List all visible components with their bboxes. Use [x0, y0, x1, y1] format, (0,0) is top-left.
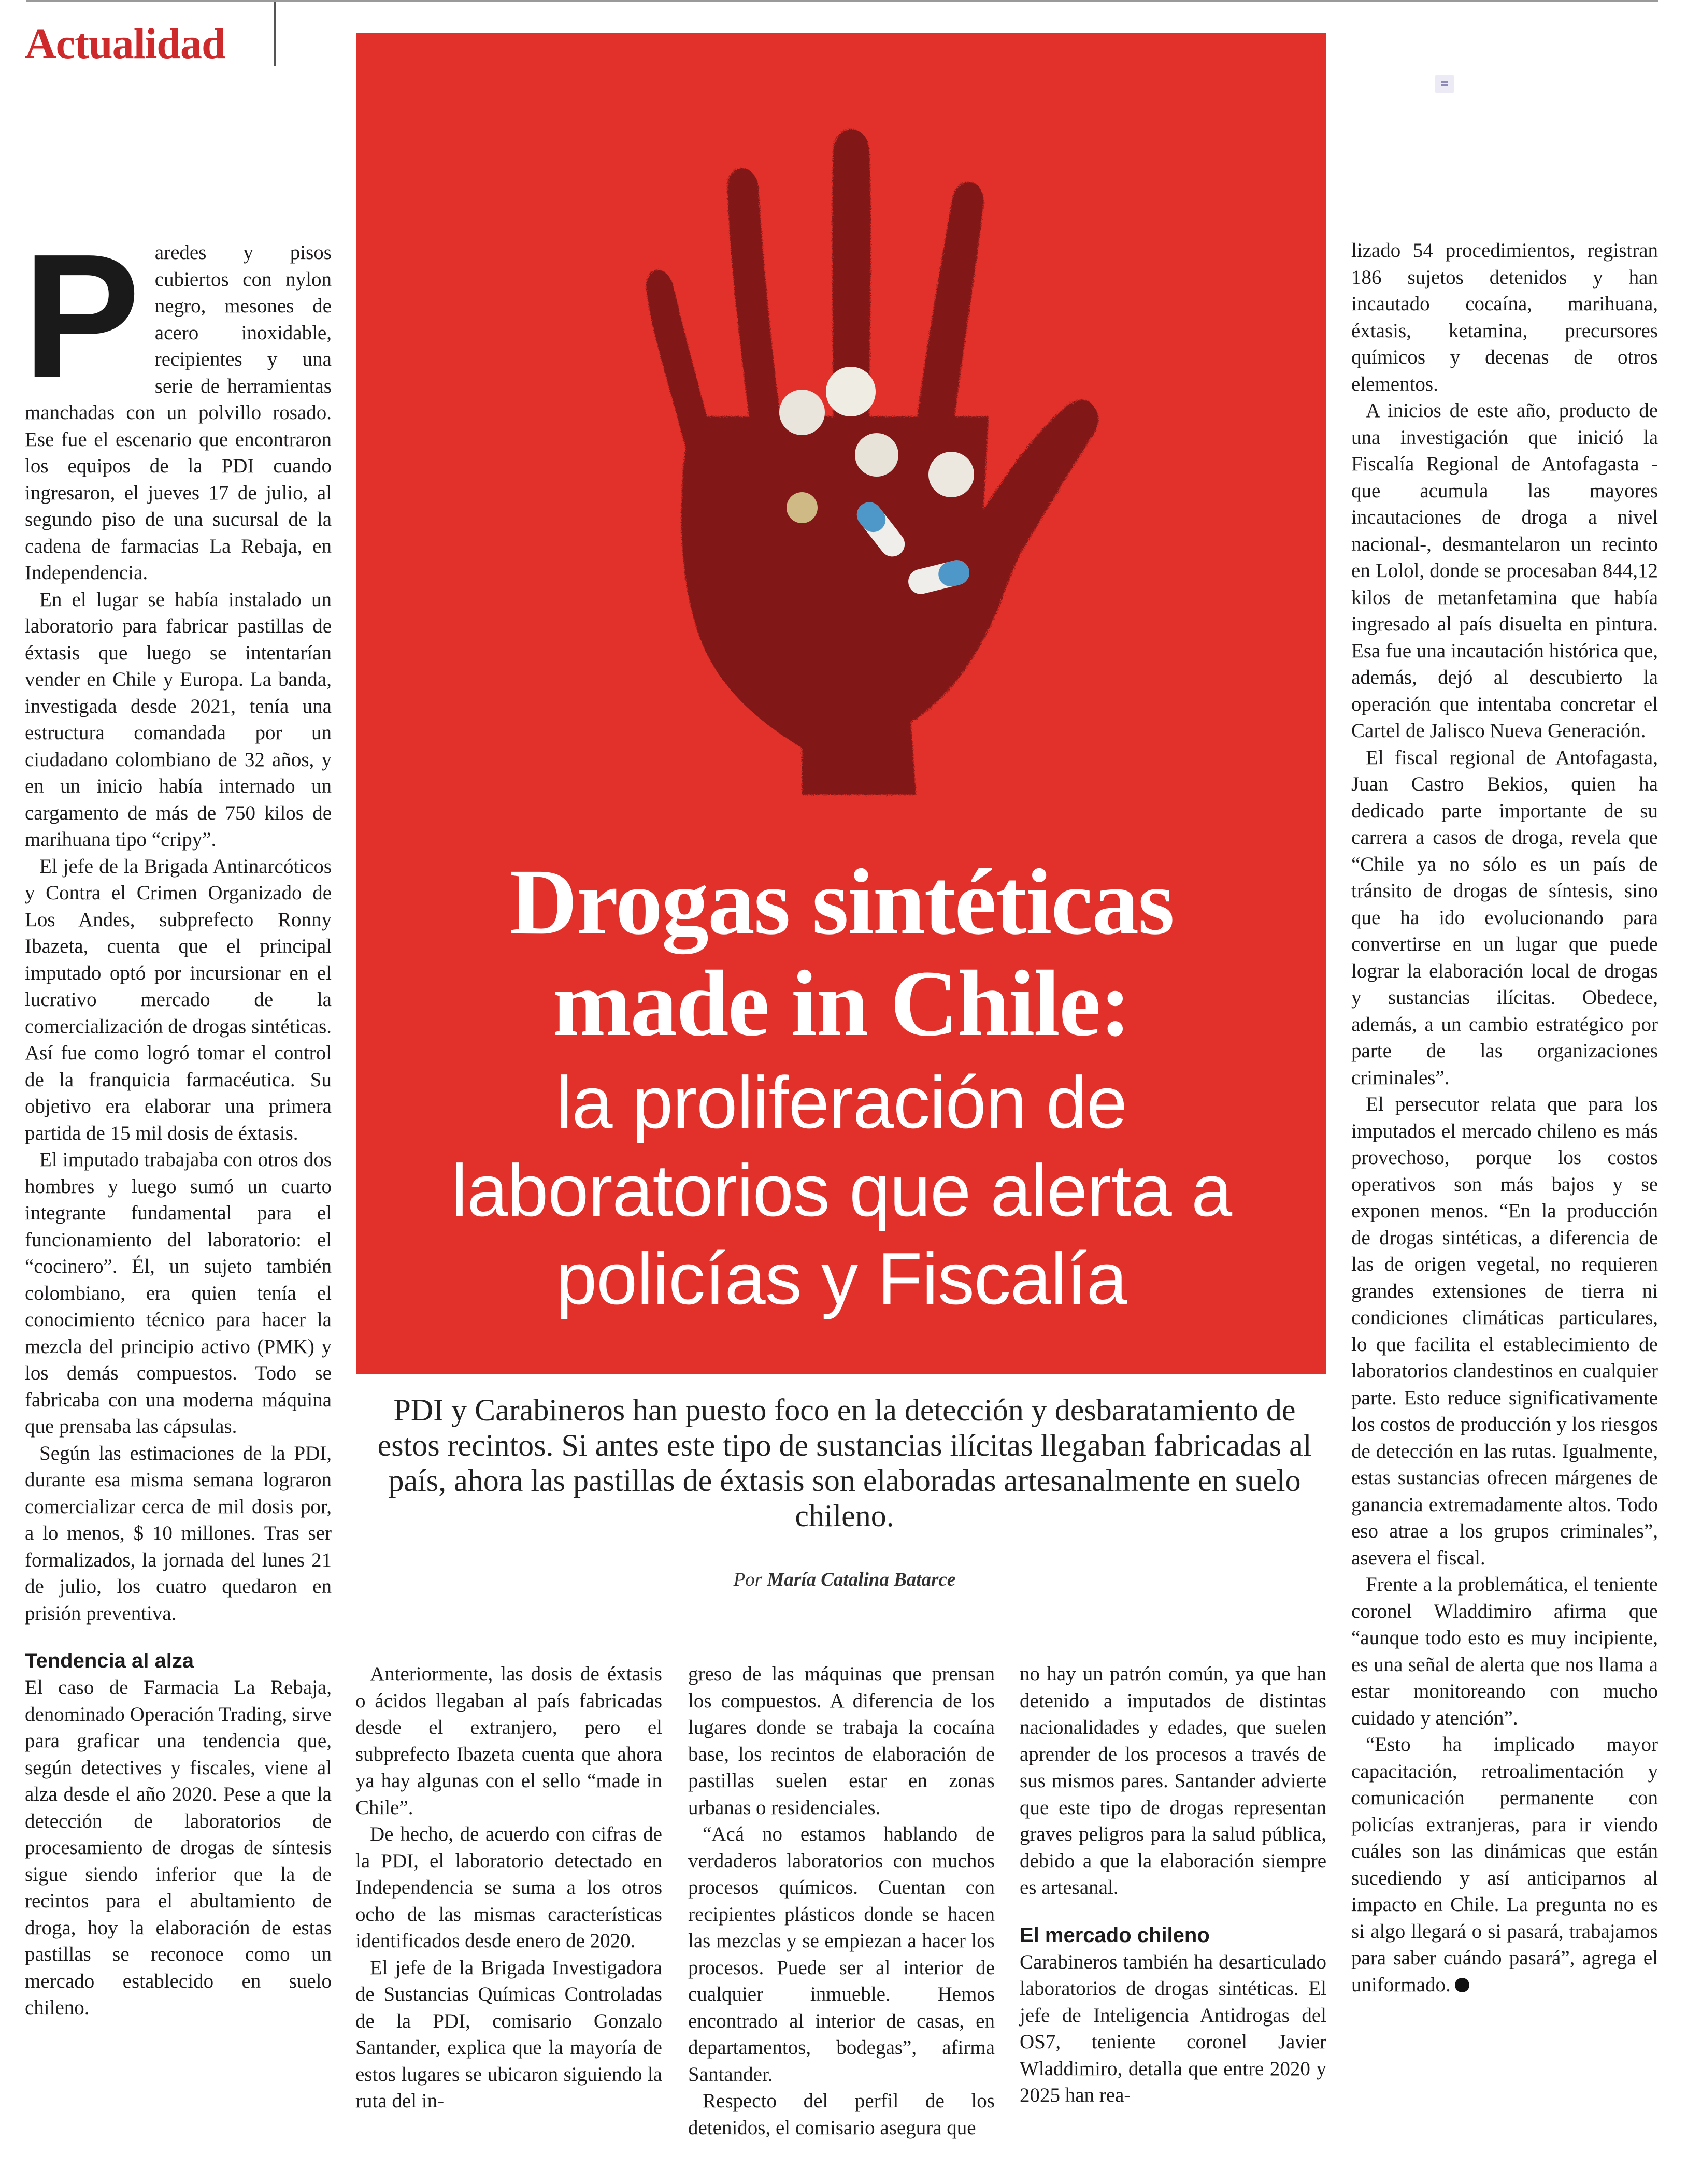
paragraph: aredes y pisos cubiertos con nylon negro, mesones de acero inoxidable, recipientes y una serie de herramientas manchadas con un polvillo rosado. Ese fue el escenario que encontraron los equipos de la PDI cuando ingresaron, el jueves 17 de julio, al segundo piso de una sucursal de la cadena de farmacias La Rebaja, en Independencia. [25, 241, 332, 584]
paragraph: “Acá no estamos hablando de verdaderos laboratorios con muchos procesos químicos. Cuentan con recipientes plásticos donde se hacen las mezclas y se empiezan a hacer los procesos. Puede ser al interior de cualquier inmueble. Hemos encontrado al interior de casas, en departamentos, bodegas”, afirma Santander. [688, 1823, 995, 2086]
paragraph: Respecto del perfil de los detenidos, el comisario asegura que [688, 2090, 995, 2139]
subheading: El mercado chileno [1020, 1923, 1210, 1947]
section-label: Actualidad [25, 20, 225, 68]
paragraph: Anteriormente, las dosis de éxtasis o ácidos llegaban al país fabricadas desde el extranjero, pero el subprefecto Ibazeta cuenta que ahora ya hay algunas con el sello “made in Chile”. [355, 1663, 662, 1819]
paragraph: “Esto ha implicado mayor capacitación, retroalimentación y comunicación permanente con policías extranjeras, para ir viendo cuáles son las dinámicas que están sucediendo y así anticiparnos al impacto en Chile. La pregunta no es si algo llegará o si pasará, trabajamos para saber cuándo pasará”, agrega el uniformado. [1351, 1733, 1658, 1996]
hero-image [356, 33, 1326, 1374]
paragraph: no hay un patrón común, ya que han detenido a imputados de distintas nacionalidades y edades, que suelen aprender de los procesos a través de sus mismos pares. Santander advierte que este tipo de drogas representan graves peligros para la salud pública, debido a que la elaboración siempre es artesanal. [1020, 1663, 1326, 1899]
end-mark-icon [1455, 1978, 1469, 1992]
paragraph: De hecho, de acuerdo con cifras de la PDI, el laboratorio detectado en Independencia se suma a los otros ocho de las mismas características identificados desde enero de 2020. [355, 1823, 662, 1952]
paragraph: lizado 54 procedimientos, registran 186 sujetos detenidos y han incautado cocaína, marihuana, éxtasis, ketamina, precursores químicos y decenas de otros elementos. [1351, 239, 1658, 395]
headline-sub: la proliferación de laboratorios que alerta a policías y Fiscalía [451, 1061, 1232, 1320]
paragraph: A inicios de este año, producto de una investigación que inició la Fiscalía Regional de Antofagasta -que acumula las mayores incautaciones de droga a nivel nacional-, desmantelaron un recinto en Lolol, donde se procesaban 844,12 kilos de metanfetamina que había ingresado al país disuelta en pintura. Esa fue una incautación histórica que, además, dejó al descubierto la operación que intentaba concretar el Cartel de Jalisco Nueva Generación. [1351, 399, 1658, 742]
article-column-4 [1020, 1661, 1326, 2109]
subheading: Tendencia al alza [25, 1649, 194, 1672]
top-rule [26, 0, 1658, 2]
paragraph: El imputado trabajaba con otros dos hombres y luego sumó un cuarto integrante fundamental para el funcionamiento del laboratorio: el “cocinero”. Él, un sujeto también colombiano, era quien tenía el conocimiento técnico para hacer la mezcla del principio activo (PMK) y los demás compuestos. Todo se fabricaba con una moderna máquina que prensaba las cápsulas. [25, 1148, 332, 1438]
paragraph: El persecutor relata que para los imputados el mercado chileno es más provechoso, porque los costos operativos son más bajos y se exponen menos. “En la producción de drogas sintéticas, a diferencia de las de origen vegetal, no requieren grandes extensiones de tierra ni condiciones climáticas particulares, lo que facilita el establecimiento de laboratorios clandestinos en cualquier parte. Esto reduce significativamente los costos de producción y los riesgos de detección en las rutas. Igualmente, estas sustancias ofrecen márgenes de ganancia extremadamente altos. Todo eso atrae a los grupos criminales”, asevera el fiscal. [1351, 1093, 1658, 1569]
paragraph: El jefe de la Brigada Antinarcóticos y Contra el Crimen Organizado de Los Andes, subprefecto Ronny Ibazeta, cuenta que el principal imputado optó por incursionar en el lucrativo mercado de la comercialización de drogas sintéticas. Así fue como logró tomar el control de la franquicia farmacéutica. Su objetivo era elaborar una primera partida de 15 mil dosis de éxtasis. [25, 855, 332, 1144]
article-column-3 [688, 1661, 995, 2141]
section-divider [274, 2, 276, 66]
paragraph: El caso de Farmacia La Rebaja, denominado Operación Trading, sirve para graficar una tendencia que, según detectives y fiscales, viene al alza desde el año 2020. Pese a que la detección de laboratorios de procesamiento de drogas de síntesis sigue siendo inferior que la de recintos para el abultamiento de droga, hoy la elaboración de estas pastillas se reconoce como un mercado establecido en suelo chileno. [25, 1676, 332, 2019]
article-dek: PDI y Carabineros han puesto foco en la detección y desbaratamiento de estos recintos. Si antes este tipo de sustancias ilícitas llegaban fabricadas al país, ahora las pastillas de éxtasis son elaboradas artesanalmente en suelo chileno. [377, 1393, 1312, 1533]
paragraph: Frente a la problemática, el teniente coronel Wladdimiro afirma que “aunque todo esto es muy incipiente, es una señal de alerta que nos llama a estar monitoreando con mucho cuidado y atención”. [1351, 1573, 1658, 1729]
paragraph: Carabineros también ha desarticulado laboratorios de drogas sintéticas. El jefe de Inteligencia Antidrogas del OS7, teniente coronel Javier Wladdimiro, detalla que entre 2020 y 2025 han rea- [1020, 1950, 1326, 2106]
article-column-2 [355, 1661, 662, 2115]
paragraph: El jefe de la Brigada Investigadora de Sustancias Químicas Controladas de la PDI, comisario Gonzalo Santander, explica que la mayoría de estos lugares se ubicaron siguiendo la ruta del in- [355, 1956, 662, 2112]
paragraph: En el lugar se había instalado un laboratorio para fabricar pastillas de éxtasis que luego se intentarían vender en Chile y Europa. La banda, investigada desde 2021, tenía una estructura comandada por un ciudadano colombiano de 32 años, y en un inicio había internado un cargamento de más de 750 kilos de marihuana tipo “cripy”. [25, 588, 332, 851]
article-column-5 [1351, 237, 1658, 1998]
headline-main: Drogas sintéticas made in Chile: [509, 850, 1174, 1056]
byline: Por María Catalina Batarce [733, 1569, 956, 1590]
paragraph: greso de las máquinas que prensan los compuestos. A diferencia de los lugares donde se trabaja la cocaína base, los recintos de elaboración de pastillas suelen estar en zonas urbanas o residenciales. [688, 1663, 995, 1819]
drop-cap: P [23, 218, 140, 414]
paragraph: Según las estimaciones de la PDI, durante esa misma semana lograron comercializar cerca de mil dosis por, a lo menos, $ 10 millones. Tras ser formalizados, la jornada del lunes 21 de julio, los cuatro quedaron en prisión preventiva. [25, 1442, 332, 1625]
article-column-1 [23, 218, 332, 2021]
note-icon[interactable] [1435, 75, 1454, 93]
paragraph: El fiscal regional de Antofagasta, Juan Castro Bekios, quien ha dedicado parte importante de su carrera a casos de droga, revela que “Chile ya no sólo es un país de tránsito de drogas de síntesis, sino que ha ido evolucionando para convertirse en un lugar que puede lograr la elaboración local de drogas y sustancias ilícitas. Obedece, además, a un cambio estratégico por parte de las organizaciones criminales”. [1351, 746, 1658, 1089]
